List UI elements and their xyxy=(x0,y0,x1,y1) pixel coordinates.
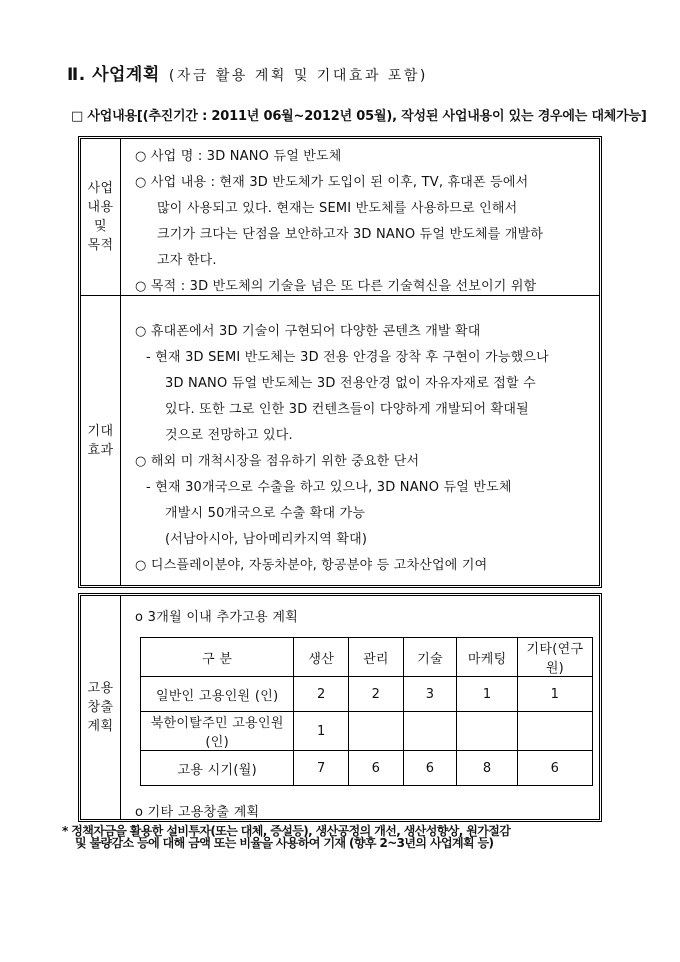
cell-value: 6 xyxy=(403,751,457,786)
content-line: 3D NANO 듀얼 반도체는 3D 전용안경 없이 자유자재로 접할 수 xyxy=(165,376,536,391)
column-header-technology: 기술 xyxy=(403,638,457,677)
row-header-line: 계획 xyxy=(87,719,114,734)
section-title: Ⅱ. 사업계획 xyxy=(67,65,160,85)
row-content-business-purpose xyxy=(121,139,599,295)
row-content-expected-effects xyxy=(121,296,599,585)
cell-value xyxy=(349,712,404,751)
footnote xyxy=(62,825,510,849)
content-line: ○ 목적 : 3D 반도체의 기술을 넘은 또 다른 기술혁신을 선보이기 위함 xyxy=(135,279,537,294)
row-label: 일반인 고용인원 (인) xyxy=(141,677,294,712)
business-content-table xyxy=(78,136,602,588)
row-header-line: 사업 xyxy=(87,181,114,196)
cell-value xyxy=(517,712,592,751)
subsection-heading: □ 사업내용[(추진기간 : 2011년 06월~2012년 05월), 작성된 사업내용이 있는 경우에는 대체가능] xyxy=(71,109,647,124)
column-header-management: 관리 xyxy=(349,638,404,677)
row-header-line: 효과 xyxy=(87,442,114,458)
employment-plan-table xyxy=(78,593,602,822)
column-header-marketing: 마케팅 xyxy=(457,638,517,677)
page-title xyxy=(67,60,428,85)
cell-value: 1 xyxy=(457,677,517,712)
row-header-line: 고용 xyxy=(87,681,114,696)
cell-value xyxy=(457,712,517,751)
cell-value: 2 xyxy=(349,677,404,712)
cell-value: 6 xyxy=(349,751,404,786)
cell-value: 7 xyxy=(294,751,349,786)
table-row-defector-hiring xyxy=(141,712,593,751)
row-label: 고용 시기(월) xyxy=(141,751,294,786)
content-line: (서남아시아, 남아메리카지역 확대) xyxy=(165,532,368,547)
row-content-employment-plan xyxy=(121,596,599,819)
row-header-business-purpose xyxy=(81,139,121,295)
content-line: - 현재 3D SEMI 반도체는 3D 전용 안경을 장착 후 구현이 가능했으나 xyxy=(146,350,549,365)
additional-hiring-plan-title: o 3개월 이내 추가고용 계획 xyxy=(135,610,299,625)
cell-value xyxy=(403,712,457,751)
content-line: - 현재 30개국으로 수출을 하고 있으나, 3D NANO 듀얼 반도체 xyxy=(146,480,512,495)
cell-value: 3 xyxy=(403,677,457,712)
other-employment-plan-title: o 기타 고용창출 계획 xyxy=(135,805,260,819)
footnote-line: 및 불량감소 등에 대해 금액 또는 비율을 사용하여 기재 (향후 2~3년의 사업계획 등) xyxy=(75,836,494,850)
cell-value: 1 xyxy=(517,677,592,712)
content-line: ○ 사업 명 : 3D NANO 듀얼 반도체 xyxy=(135,149,342,164)
cell-value: 1 xyxy=(294,712,349,751)
cell-value: 6 xyxy=(517,751,592,786)
column-header-other-researcher: 기타(연구원) xyxy=(517,638,592,677)
content-line: ○ 사업 내용 : 현재 3D 반도체가 도입이 된 이후, TV, 휴대폰 등에서 xyxy=(135,175,529,190)
employment-grid-header-row xyxy=(141,638,593,677)
column-header-production: 생산 xyxy=(294,638,349,677)
employment-grid xyxy=(140,637,593,786)
content-line: 것으로 전망하고 있다. xyxy=(165,428,293,443)
table-row-business-purpose xyxy=(81,139,599,296)
content-line: 고자 한다. xyxy=(157,253,217,268)
cell-value: 8 xyxy=(457,751,517,786)
content-line: 개발시 50개국으로 수출 확대 가능 xyxy=(165,506,366,521)
row-header-line: 기대 xyxy=(87,423,114,439)
table-row-general-hiring xyxy=(141,677,593,712)
content-line: ○ 해외 미 개척시장을 점유하기 위한 중요한 단서 xyxy=(135,454,420,469)
table-row-employment-plan xyxy=(81,596,599,819)
content-line: 많이 사용되고 있다. 현재는 SEMI 반도체를 사용하므로 인해서 xyxy=(157,201,518,216)
content-line: ○ 휴대폰에서 3D 기술이 구현되어 다양한 콘텐츠 개발 확대 xyxy=(135,324,481,339)
row-header-line: 목적 xyxy=(87,238,114,253)
row-header-expected-effects xyxy=(81,296,121,585)
table-row-hiring-timing xyxy=(141,751,593,786)
row-header-line: 및 xyxy=(93,219,108,234)
row-header-line: 창출 xyxy=(87,700,114,715)
footnote-line: * 정책자금을 활용한 설비투자(또는 대체, 증설등), 생산공정의 개선, 생산성향상, 원가절감 xyxy=(62,824,511,838)
column-header-category: 구 분 xyxy=(141,638,294,677)
row-header-line: 내용 xyxy=(87,200,114,215)
content-line: 크기가 크다는 단점을 보안하고자 3D NANO 듀얼 반도체를 개발하 xyxy=(157,227,544,242)
row-header-employment-plan xyxy=(81,596,121,819)
section-title-note: (자금 활용 계획 및 기대효과 포함) xyxy=(168,68,428,84)
content-line: 있다. 또한 그로 인한 3D 컨텐츠들이 다양하게 개발되어 확대될 xyxy=(165,402,529,417)
table-row-expected-effects xyxy=(81,296,599,585)
row-label: 북한이탈주민 고용인원(인) xyxy=(141,712,294,751)
cell-value: 2 xyxy=(294,677,349,712)
content-line: ○ 디스플레이분야, 자동차분야, 항공분야 등 고차산업에 기여 xyxy=(135,558,488,573)
